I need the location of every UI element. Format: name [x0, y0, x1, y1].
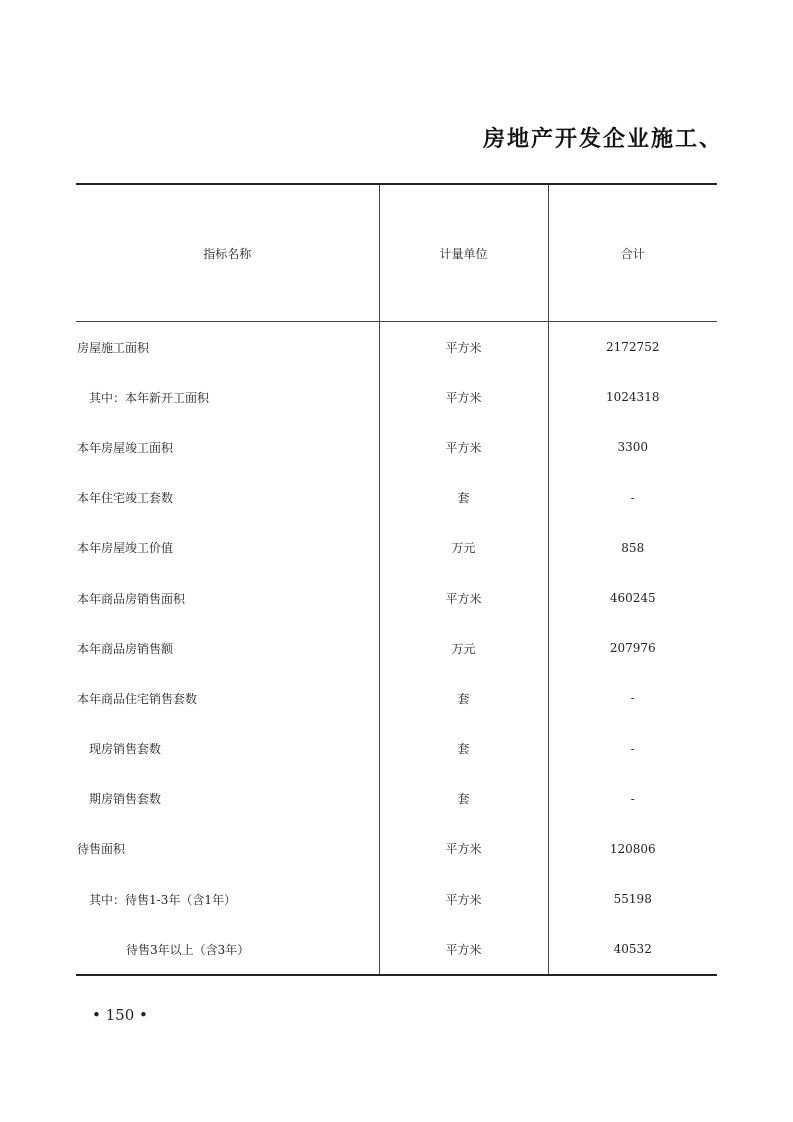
- page-title: 房地产开发企业施工、: [482, 126, 723, 152]
- statistics-table-container: [76, 183, 717, 976]
- header-indicator-name: 指标名称: [203, 246, 252, 261]
- table-row: [76, 724, 717, 774]
- unit-cell: 万元: [379, 623, 548, 673]
- total-value-cell: -: [548, 473, 717, 523]
- table-row: [76, 924, 717, 975]
- total-value-cell: 1024318: [548, 372, 717, 422]
- total-value-cell: -: [548, 673, 717, 723]
- table-row: [76, 623, 717, 673]
- table-header: [76, 184, 717, 322]
- unit-cell: 平方米: [379, 874, 548, 924]
- total-value-cell: 460245: [548, 573, 717, 623]
- indicator-name-cell: 其中：本年新开工面积: [89, 390, 210, 405]
- indicator-name-cell: 本年住宅竣工套数: [77, 491, 174, 506]
- total-value-cell: 120806: [548, 824, 717, 874]
- unit-cell: 平方米: [379, 322, 548, 373]
- unit-cell: 套: [379, 724, 548, 774]
- indicator-name-cell: 待售3年以上（含3年）: [126, 942, 250, 957]
- indicator-name-cell: 其中：待售1-3年（含1年）: [89, 892, 236, 907]
- table-row: [76, 473, 717, 523]
- unit-cell: 平方米: [379, 372, 548, 422]
- indicator-name-cell: 本年商品房销售额: [77, 641, 174, 656]
- statistics-table: [76, 183, 717, 976]
- total-value-cell: 207976: [548, 623, 717, 673]
- table-row: [76, 824, 717, 874]
- indicator-name-cell: 本年商品房销售面积: [77, 591, 186, 606]
- table-row: [76, 874, 717, 924]
- indicator-name-cell: 本年房屋竣工价值: [77, 541, 174, 556]
- total-value-cell: -: [548, 774, 717, 824]
- total-value-cell: 55198: [548, 874, 717, 924]
- unit-cell: 套: [379, 774, 548, 824]
- total-value-cell: 858: [548, 523, 717, 573]
- unit-cell: 平方米: [379, 824, 548, 874]
- total-value-cell: 40532: [548, 924, 717, 975]
- indicator-name-cell: 本年商品住宅销售套数: [77, 691, 198, 706]
- unit-cell: 套: [379, 473, 548, 523]
- indicator-name-cell: 现房销售套数: [89, 742, 162, 757]
- total-value-cell: -: [548, 724, 717, 774]
- table-row: [76, 322, 717, 373]
- unit-cell: 平方米: [379, 422, 548, 472]
- unit-cell: 平方米: [379, 924, 548, 975]
- table-body: [76, 322, 717, 976]
- table-row: [76, 523, 717, 573]
- total-value-cell: 2172752: [548, 322, 717, 373]
- page-number: • 150 •: [92, 1006, 148, 1024]
- header-row: [76, 184, 717, 322]
- table-row: [76, 673, 717, 723]
- indicator-name-cell: 房屋施工面积: [77, 340, 150, 355]
- indicator-name-cell: 待售面积: [77, 842, 126, 857]
- indicator-name-cell: 本年房屋竣工面积: [77, 440, 174, 455]
- table-row: [76, 422, 717, 472]
- unit-cell: 套: [379, 673, 548, 723]
- table-row: [76, 573, 717, 623]
- header-unit: 计量单位: [379, 184, 548, 322]
- total-value-cell: 3300: [548, 422, 717, 472]
- table-row: [76, 372, 717, 422]
- indicator-name-cell: 期房销售套数: [89, 792, 162, 807]
- unit-cell: 平方米: [379, 573, 548, 623]
- table-row: [76, 774, 717, 824]
- header-total: 合计: [548, 184, 717, 322]
- unit-cell: 万元: [379, 523, 548, 573]
